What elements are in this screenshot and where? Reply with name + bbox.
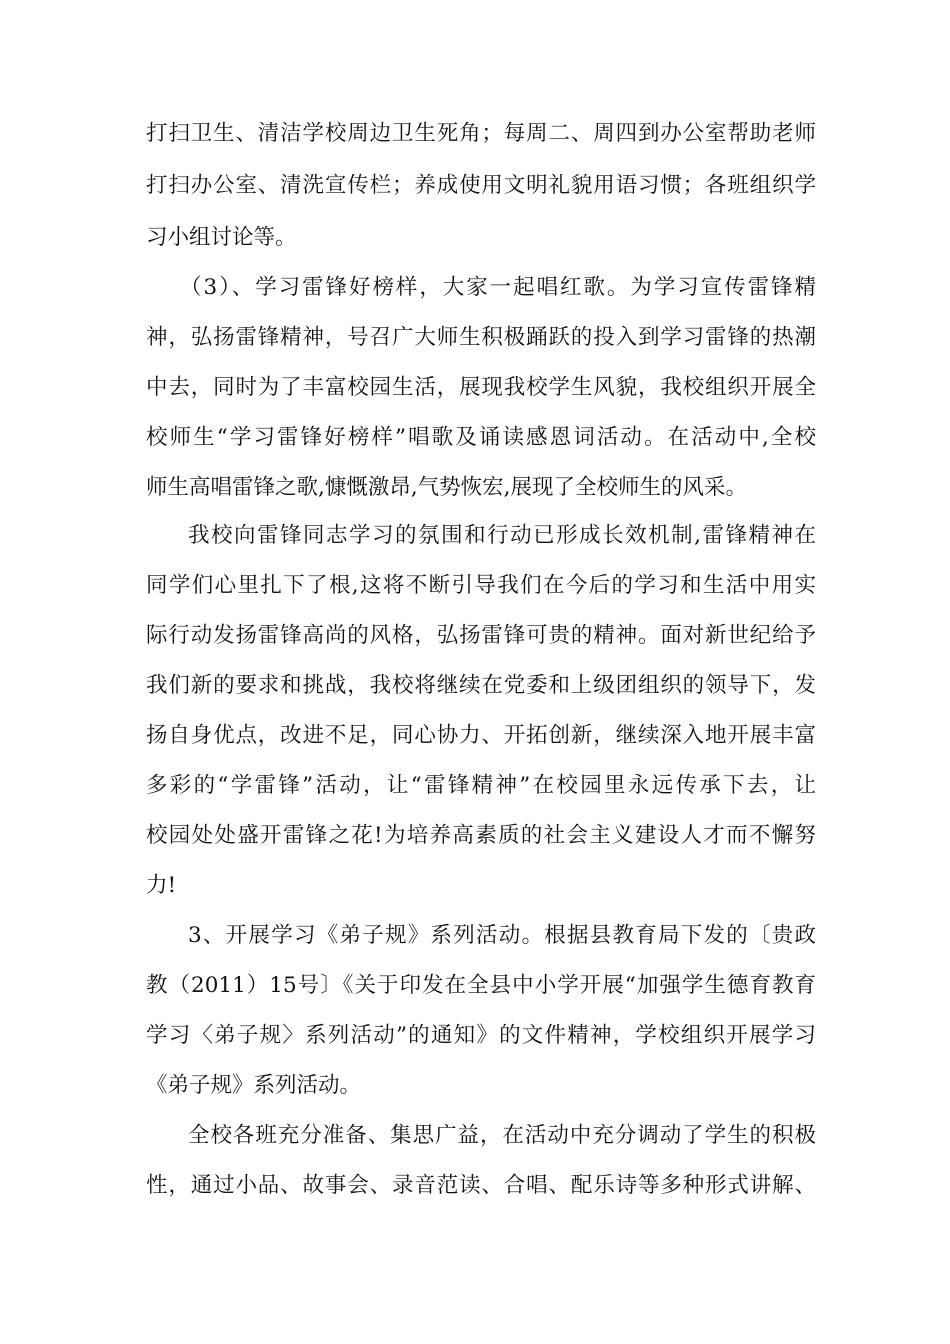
text-line: 打扫卫生、清洁学校周边卫生死角；每周二、周四到办公室帮助老师 [146,121,816,146]
text-line: 性，通过小品、故事会、录音范读、合唱、配乐诗等多种形式讲解、 [146,1173,816,1198]
text-line: 我们新的要求和挑战，我校将继续在党委和上级团组织的领导下，发 [146,673,816,698]
text-line: 校师生“学习雷锋好榜样”唱歌及诵读感恩词活动。在活动中,全校 [146,425,816,450]
text-line: 习小组讨论等。 [146,225,297,250]
text-line: 3、开展学习《弟子规》系列活动。根据县教育局下发的〔贵政 [188,923,816,948]
text-line: 学习〈弟子规〉系列活动”的通知》的文件精神，学校组织开展学习 [146,1023,816,1048]
text-line: 际行动发扬雷锋高尚的风格，弘扬雷锋可贵的精神。面对新世纪给予 [146,623,816,648]
text-line: 中去，同时为了丰富校园生活，展现我校学生风貌，我校组织开展全 [146,375,816,400]
text-line: 师生高唱雷锋之歌,慷慨激昂,气势恢宏,展现了全校师生的风采。 [146,475,748,500]
text-line: 《弟子规》系列活动。 [146,1073,362,1098]
text-line: （3）、学习雷锋好榜样，大家一起唱红歌。为学习宣传雷锋精 [180,275,816,300]
text-line: 同学们心里扎下了根,这将不断引导我们在今后的学习和生活中用实 [146,573,816,598]
text-line: 力! [146,873,177,898]
text-line: 教（2011）15号〕《关于印发在全县中小学开展“加强学生德育教育 [146,973,816,998]
text-line: 扬自身优点，改进不足，同心协力、开拓创新，继续深入地开展丰富 [146,723,816,748]
text-line: 我校向雷锋同志学习的氛围和行动已形成长效机制,雷锋精神在 [188,523,816,548]
text-line: 全校各班充分准备、集思广益，在活动中充分调动了学生的积极 [188,1123,816,1148]
text-line: 打扫办公室、清洗宣传栏；养成使用文明礼貌用语习惯；各班组织学 [146,173,816,198]
text-line: 多彩的“学雷锋”活动，让“雷锋精神”在校园里永远传承下去，让 [146,773,816,798]
text-line: 校园处处盛开雷锋之花!为培养高素质的社会主义建设人才而不懈努 [146,823,816,848]
text-line: 神，弘扬雷锋精神，号召广大师生积极踊跃的投入到学习雷锋的热潮 [146,325,816,350]
